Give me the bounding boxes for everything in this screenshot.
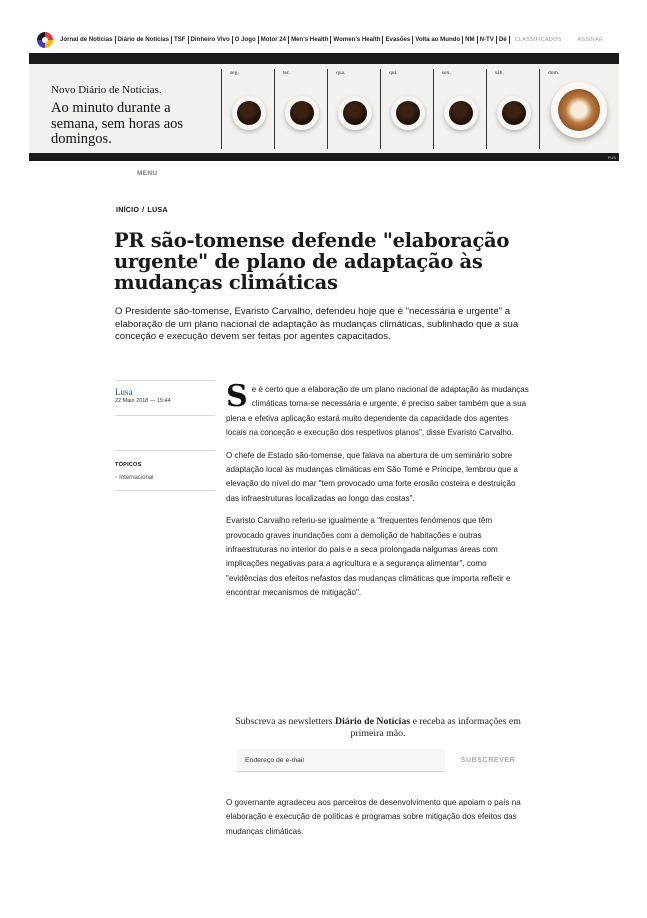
topic-link[interactable]: • Internacional [115,475,153,481]
banner-day [274,69,327,149]
network-bar [29,28,619,54]
banner-day [327,69,380,149]
network-link[interactable]: Jornal de Notícias [60,36,116,44]
banner-day [486,69,539,149]
divider [115,450,215,451]
coffee-cup-icon [444,96,478,130]
day-label: ter. [283,70,290,76]
author-name[interactable]: Lusa [115,387,133,397]
banner-days [221,69,592,149]
article-body [226,379,530,609]
network-link[interactable]: Volta ao Mundo [413,36,463,44]
newsletter-text-after: e receba as informações em primeira mão. [350,716,521,739]
menu-button[interactable]: MENU [137,170,158,177]
network-links [60,36,532,44]
network-link[interactable]: Evasões [383,36,413,44]
coffee-cup-icon [391,96,425,130]
coffee-cup-icon [338,96,372,130]
assinar-link[interactable]: ASSINAR [577,37,603,43]
day-label: qua. [336,70,346,76]
article-paragraph: O governante agradeceu aos parceiros de desenvolvimento que apoiam o país na elaboração e execução de políticas e programas sobre mitigação dos efeitos das mudanças climáticas. [226,798,521,836]
banner-day [433,69,486,149]
banner-day [221,69,274,149]
network-link[interactable]: NM [463,36,477,44]
divider [115,490,215,491]
latte-cup-icon [551,82,607,138]
breadcrumb [116,205,171,214]
newsletter-text-before: Subscreva as newsletters [235,716,336,727]
newsletter-prompt [226,716,530,740]
network-link[interactable]: N-TV [478,36,497,44]
banner-headline: Ao minuto durante a semana, sem horas aos domingos. [51,100,184,147]
ad-banner[interactable] [29,53,619,161]
article-sidebar [115,380,215,481]
banner-kicker: Novo Diário de Notícias. [51,84,162,96]
classificados-link[interactable]: CLASSIFICADOS [514,37,562,43]
network-link[interactable]: Women's Health [331,36,383,44]
breadcrumb-home[interactable]: INÍCIO [116,205,140,214]
day-label: qui. [389,70,398,76]
topics-label: TÓPICOS [115,462,142,468]
article-title: PR são-tomense defende "elaboração urgente" de plano de adaptação às mudanças climáticas [114,229,510,294]
article-paragraph: O chefe de Estado são-tomense, que falava na abertura de um seminário sobre adaptação local às mudanças climáticas em São Tomé e Príncipe, lembrou que a elevação do nível do mar "tem provocado uma forte erosão costeira e destruição das infraestruturas localizadas ao longo das costas". [226,450,518,503]
coffee-cup-icon [232,96,266,130]
network-logo-icon[interactable] [37,32,53,48]
paragraph-text: e é certo que a elaboração de um plano nacional de adaptação às mudanças climáticas torna-se necessária e urgente, é preciso saber também que a sua plena e efetiva aplicação estará muito dependente da capacidade dos agentes locais na conceção e execução dos respetivos planos", disse Evaristo Carvalho. [226,385,529,438]
article-body-continued [226,796,530,839]
network-link[interactable]: Men's Health [289,36,331,44]
day-label: sex. [442,70,451,76]
network-link[interactable]: Dé [497,36,510,44]
subscribe-button[interactable]: SUBSCREVER [449,749,527,772]
day-label: seg. [230,70,239,76]
coffee-cup-icon [285,96,319,130]
banner-day [380,69,433,149]
article-paragraph: Evaristo Carvalho referiu-se igualmente a "frequentes fenómenos que têm provocado graves inundações com a demolição de habitações e outras infraestruturas no interior do país e a seca prolongada nalgumas áreas com implicações negativas para a agricultura e a segurança alimentar", como "evidências dos efeitos nefastos das mudanças climáticas que importa refletir e encontrar mecanismos de mitigação". [226,516,511,598]
divider [115,415,215,416]
breadcrumb-separator: / [142,205,145,214]
divider [115,380,215,381]
publish-date: 22 Maio 2018 — 15:44 [115,398,171,404]
network-link[interactable]: Dinheiro Vivo [189,36,233,44]
coffee-cup-icon [497,96,531,130]
day-label: dom. [548,70,560,76]
article-paragraph [226,379,530,441]
ad-tag: PUB [607,155,616,160]
network-link[interactable]: TSF [172,36,189,44]
network-link[interactable]: Diário de Notícias [116,36,172,44]
day-label: sáb. [495,70,504,76]
breadcrumb-section[interactable]: LUSA [147,205,168,214]
newsletter-form [237,749,527,772]
dropcap: S [226,379,248,414]
network-link[interactable]: O Jogo [233,36,259,44]
email-field[interactable] [237,749,445,772]
network-link[interactable]: Motor 24 [259,36,289,44]
article-lead: O Presidente são-tomense, Evaristo Carvalho, defendeu hoje que é "necessária e urgente" a elaboração de um plano nacional de adaptação às mudanças climáticas, sublinhado que a sua conceção e execução devem ser feitas por agentes capacitados. [115,306,519,342]
newsletter-brand: Diário de Notícias [335,716,411,727]
